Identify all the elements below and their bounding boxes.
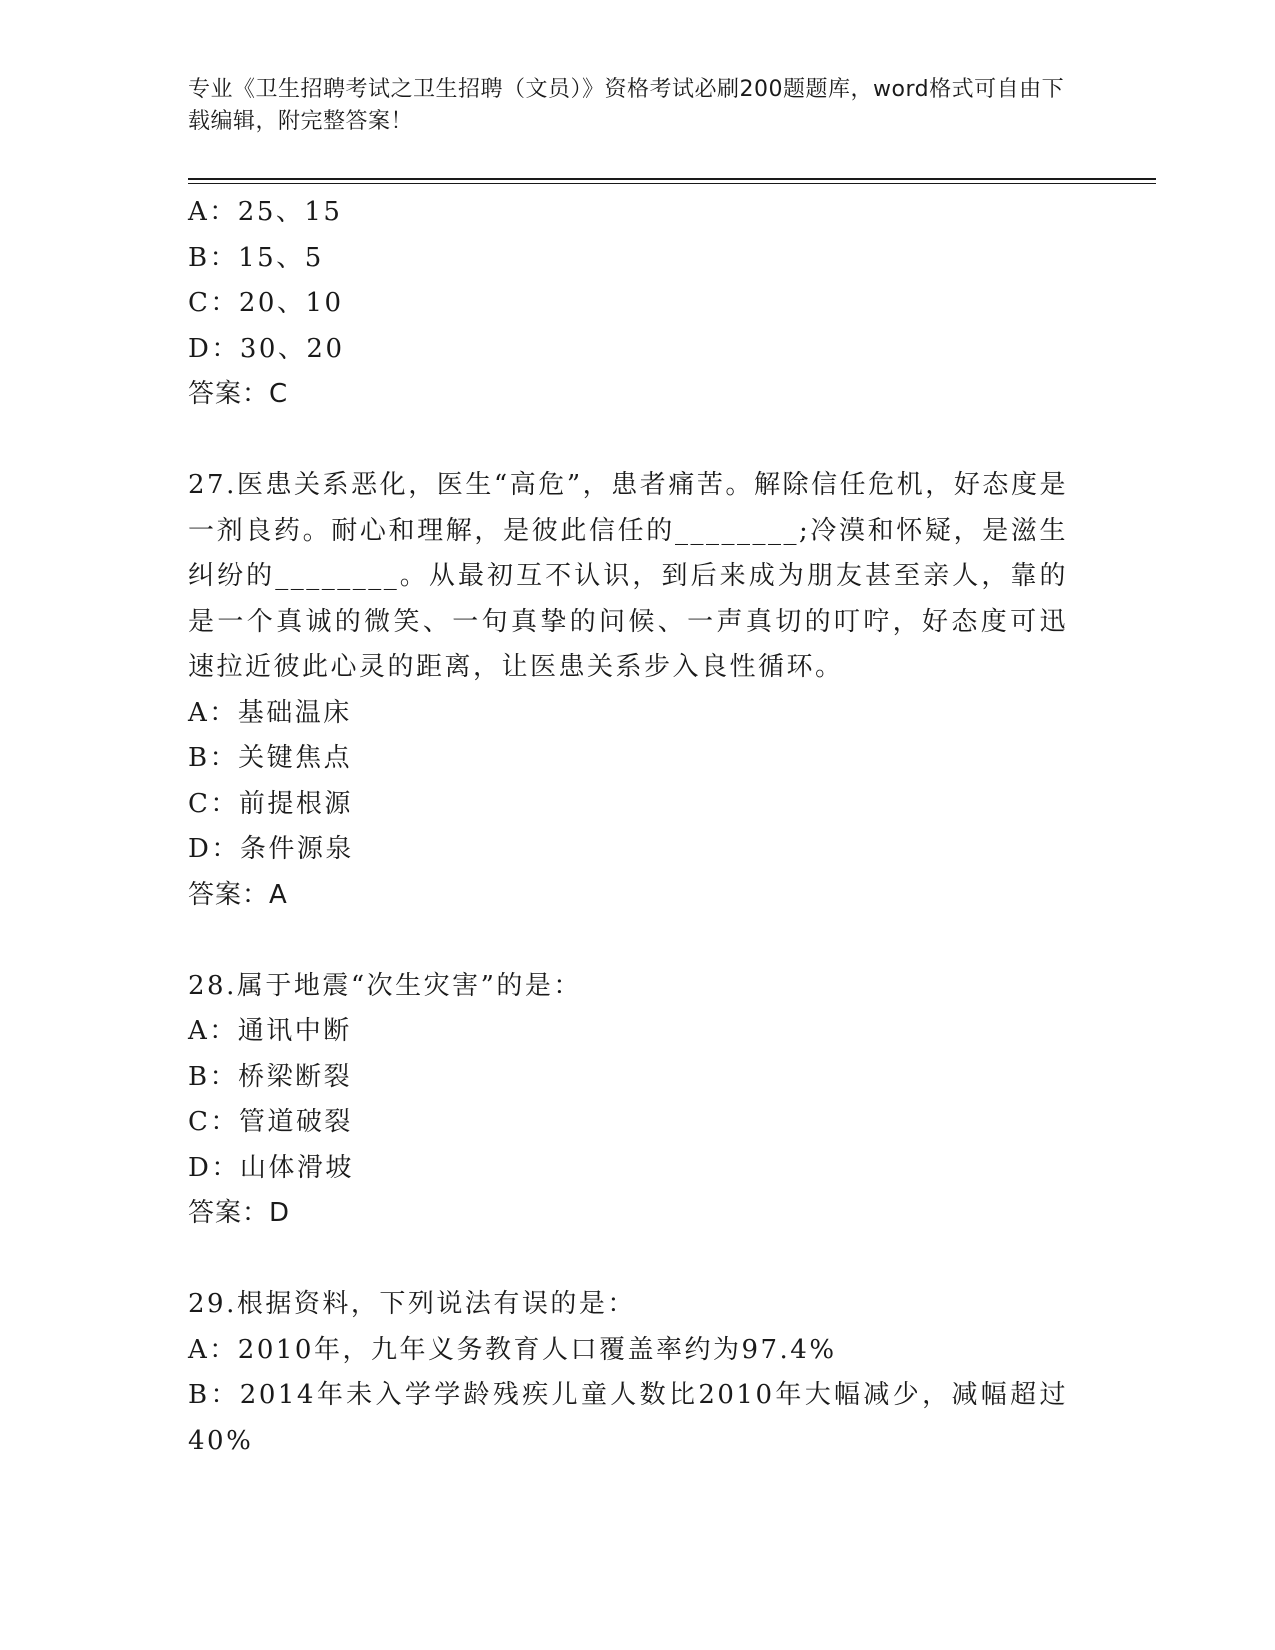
answer-text: 答案：A (188, 879, 288, 910)
question-stem: 27.医患关系恶化，医生“高危”，患者痛苦。解除信任危机，好态度是一剂良药。耐心和理解，是彼此信任的________;冷漠和怀疑，是滋生纠纷的________。从最初互不认识，到后来成为朋友甚至亲人，靠的是一个真诚的微笑、一句真挚的问候、一声真切的叮咛，好态度可迅速拉近彼此心灵的距离，让医患关系步入良性循环。 (188, 470, 1068, 682)
header-title: 专业《卫生招聘考试之卫生招聘（文员）》资格考试必刷200题题库，word格式可自由下载编辑，附完整答案！ (188, 77, 1065, 134)
option-c: C：前提根源 (188, 788, 353, 819)
spacer (188, 918, 1088, 964)
option-b: B：2014年未入学学龄残疾儿童人数比2010年大幅减少，减幅超过40% (188, 1380, 1068, 1456)
document-body (188, 190, 1088, 1464)
answer-text: 答案：C (188, 379, 289, 409)
question-29 (188, 1282, 1088, 1464)
question-26-tail (188, 190, 1088, 418)
header-rule-thick (188, 178, 1156, 180)
question-stem: 28.属于地震“次生灾害”的是： (188, 970, 582, 1001)
option-d: D：30、20 (188, 333, 345, 364)
option-c: C：管道破裂 (188, 1107, 353, 1137)
option-d: D：条件源泉 (188, 834, 354, 864)
answer-text: 答案：D (188, 1198, 291, 1228)
option-a: A：25、15 (188, 197, 343, 227)
option-d: D：山体滑坡 (188, 1152, 354, 1183)
option-b: B：桥梁断裂 (188, 1061, 353, 1092)
option-b: B：关键焦点 (188, 743, 353, 773)
option-a: A：2010年，九年义务教育人口覆盖率约为97.4% (188, 1334, 837, 1365)
question-stem: 29.根据资料，下列说法有误的是： (188, 1289, 636, 1319)
option-c: C：20、10 (188, 288, 344, 318)
option-a: A：基础温床 (188, 697, 352, 728)
question-28 (188, 964, 1088, 1237)
spacer (188, 418, 1088, 464)
header-rule-thin (188, 183, 1156, 184)
spacer (188, 1237, 1088, 1283)
option-b: B：15、5 (188, 242, 324, 273)
document-header (188, 74, 1068, 138)
question-27 (188, 463, 1088, 918)
option-a: A：通讯中断 (188, 1016, 352, 1046)
